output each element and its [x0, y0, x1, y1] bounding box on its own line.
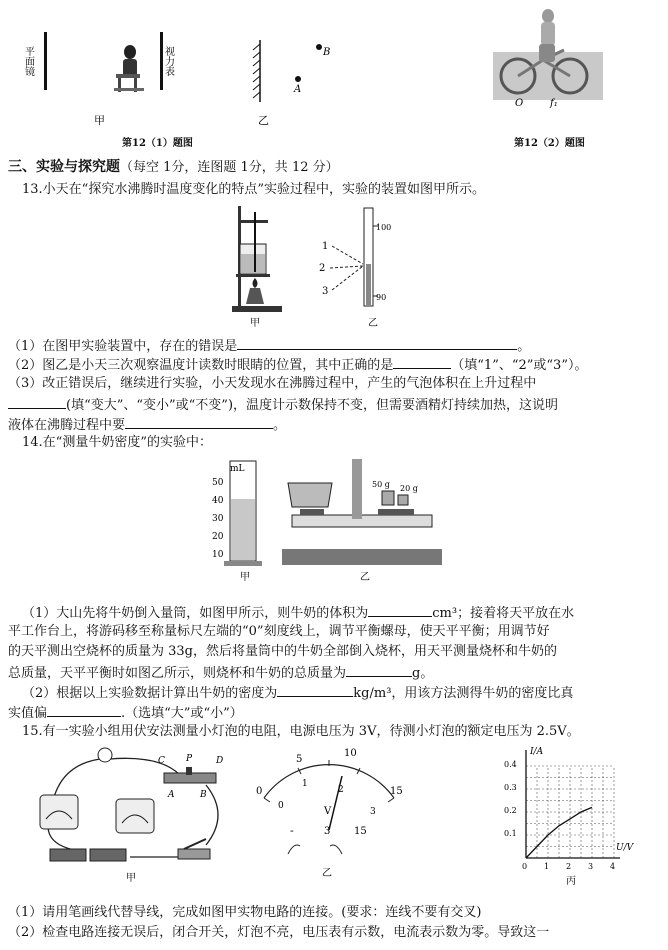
point-b [316, 44, 322, 50]
beaker-water [241, 254, 265, 273]
q13-intro: 13.小天在“探究水沸腾时温度变化的特点”实验过程中，实验的装置如图甲所示。 [22, 182, 485, 197]
clamp-arm [238, 220, 268, 223]
fig13-sub-b: 乙 [368, 318, 378, 329]
fig12-sub-a: 甲 [94, 114, 105, 127]
cyl-tick-20: 20 [212, 532, 224, 542]
fig15-meter-svg [250, 742, 410, 882]
iu-graph-svg [496, 742, 656, 890]
xtick-2: 2 [566, 862, 572, 871]
q13-p1-end: 。 [517, 339, 531, 354]
cyl-tick-50: 50 [212, 478, 224, 488]
therm-100-label: 100 [376, 223, 392, 232]
therm-90-label: 90 [376, 293, 387, 302]
rheo-a-label: A [168, 790, 175, 800]
left-pan [300, 509, 324, 515]
meter-top-10: 10 [344, 748, 357, 759]
q14-p2-text2: 实值偏 [8, 706, 48, 721]
figure-15-meter [250, 742, 410, 882]
label-f1: f₁ [550, 98, 558, 109]
weight-20-label: 20 g [400, 484, 418, 493]
q13-answer-4-blank[interactable] [125, 414, 273, 429]
fig13-sub-a: 甲 [250, 318, 260, 329]
meter-inner-2: 2 [338, 785, 344, 795]
xtick-0: 0 [522, 862, 528, 871]
balance-pointer-post [352, 459, 362, 519]
figure-14 [200, 455, 460, 585]
figure-15-circuit [30, 745, 240, 885]
q14-p2-line1 [22, 682, 662, 704]
bulb-icon [98, 748, 112, 762]
figure-13 [210, 200, 410, 332]
cyl-tick-40: 40 [212, 496, 224, 506]
milk-beaker [288, 483, 332, 507]
q13-p2-end: （填“1”、“2”或“3”）。 [451, 358, 588, 373]
q13-p3-line2 [8, 394, 662, 416]
fig15-sub-b: 乙 [322, 868, 332, 879]
rheo-c-label: C [158, 756, 165, 766]
fig12-1-svg [0, 0, 360, 150]
point-a [295, 76, 301, 82]
q14-answer-volume-blank[interactable] [368, 602, 432, 617]
meter-outer-15: 15 [390, 786, 403, 797]
q13-p3-text2: (填“变大”、“变小”或“不变”)，温度计示数保持不变，但需要酒精灯持续加热，这说明 [66, 398, 559, 413]
graph-xlabel: U/V [616, 843, 634, 853]
alcohol-lamp [246, 288, 264, 304]
section-title: 三、实验与探究题 [8, 159, 120, 175]
q14-p1-text4: 总质量，天平平衡时如图乙所示，则烧杯和牛奶的总质量为 [8, 666, 347, 681]
figure-12-2 [488, 0, 608, 120]
cyl-tick-30: 30 [212, 514, 224, 524]
q14-density-unit: kg/m³ [353, 686, 392, 701]
q13-p2-text: （2）图乙是小天三次观察温度计读数时眼睛的位置，其中正确的是 [8, 358, 394, 373]
rheo-b-label: B [200, 790, 207, 800]
cylinder-base [224, 561, 262, 566]
q15-intro: 15.有一实验小组用伏安法测量小灯泡的电阻，电源电压为 3V，待测小灯泡的额定电压为 2.5V。 [22, 724, 580, 739]
q14-answer-mass-blank[interactable] [346, 662, 412, 677]
q14-p1-text1: （1）大山先将牛奶倒入量筒，如图甲所示，则牛奶的体积为 [22, 606, 369, 621]
eye-arrows [330, 246, 363, 290]
q14-p2-text1b: ，用该方法测得牛奶的密度比真 [391, 686, 574, 701]
q13-p3-line1: （3）改正错误后，继续进行实验，小天发现水在沸腾过程中，产生的气泡体积在上升过程中 [8, 376, 537, 391]
figure-15-graph [496, 742, 656, 890]
eye-3-label: 3 [322, 286, 329, 297]
q13-answer-2-blank[interactable] [393, 354, 451, 369]
q13-p3-text3: 液体在沸腾过程中要 [8, 418, 126, 433]
fig12-1-caption: 第12（1）题图 [122, 138, 193, 149]
switch-lever[interactable] [184, 839, 206, 849]
balance-base [282, 549, 442, 565]
ytick-04: 0.4 [504, 760, 517, 769]
q14-p1-line1 [22, 602, 662, 624]
q13-answer-3-blank[interactable] [8, 394, 66, 409]
fig12-sub-b: 乙 [258, 114, 269, 127]
section-heading [8, 157, 662, 178]
q15-p1: （1）请用笔画线代替导线，完成如图甲实物电路的连接。(要求：连线不要有交叉) [8, 905, 482, 920]
meter-inner-0: 0 [278, 801, 284, 811]
fig12-2-svg [488, 0, 608, 120]
cylinder-unit: mL [230, 464, 245, 474]
weight-50-label: 50 g [372, 480, 390, 489]
ammeter-icon [40, 795, 78, 829]
section-note: （每空 1分，连图题 1分，共 12 分） [120, 160, 339, 175]
eye-2-label: 2 [319, 263, 326, 274]
meter-scale-ticks [264, 760, 394, 802]
q14-volume-unit: cm³ [432, 606, 458, 621]
meter-top-5: 5 [296, 754, 303, 765]
weight-20g [398, 495, 408, 505]
ytick-02: 0.2 [504, 806, 517, 815]
fig12-2-caption: 第12（2）题图 [514, 138, 585, 149]
fig15-sub-c: 丙 [566, 876, 576, 887]
fig14-sub-b: 乙 [360, 572, 370, 583]
eye-1-label: 1 [322, 241, 329, 252]
q14-p2-text1: （2）根据以上实验数据计算出牛奶的密度为 [22, 686, 278, 701]
q14-p2-line2 [8, 702, 662, 724]
q13-p1-text: （1）在图甲实验装置中，存在的错误是 [8, 339, 238, 354]
xtick-3: 3 [588, 862, 594, 871]
point-a-label: A [294, 84, 302, 95]
label-o: O [515, 98, 524, 109]
rheo-d-label: D [216, 756, 224, 766]
terminal-wire-left [288, 845, 300, 854]
ytick-01: 0.1 [504, 829, 517, 838]
q13-p3-end: 。 [273, 418, 287, 433]
q14-answer-density-blank[interactable] [277, 682, 353, 697]
fig14-sub-a: 甲 [240, 572, 250, 583]
iron-stand-base [232, 306, 282, 312]
cyl-tick-10: 10 [212, 550, 224, 560]
fig15-sub-a: 甲 [126, 873, 136, 884]
point-b-label: B [323, 47, 331, 58]
meter-unit: V [324, 806, 332, 817]
graph-ylabel: I/A [530, 747, 544, 757]
figure-12-1 [0, 0, 360, 150]
fig14-svg [200, 455, 460, 585]
ytick-03: 0.3 [504, 783, 517, 792]
fig13-svg [210, 200, 410, 332]
rheostat-slider[interactable] [186, 767, 192, 775]
mirror-label: 平面镜 [22, 46, 34, 76]
q14-p1-line4 [8, 662, 662, 684]
terminal-wire-right [330, 845, 342, 854]
meter-outer-0: 0 [256, 786, 263, 797]
xtick-4: 4 [610, 862, 616, 871]
fig15-circuit-svg [30, 745, 240, 885]
q14-answer-bias-blank[interactable] [47, 702, 121, 717]
person-icon [114, 45, 144, 92]
voltmeter-icon [116, 799, 154, 833]
battery-1 [50, 849, 86, 861]
mirror-hatched [253, 40, 260, 102]
meter-inner-1: 1 [302, 779, 308, 789]
terminal-3: 3 [324, 826, 331, 837]
cylinder-ticks [212, 478, 224, 560]
rheo-p-label: P [186, 754, 193, 764]
q14-p1-text1b: ；接着将天平放在水 [457, 606, 575, 621]
q14-p1-line3: 的天平测出空烧杯的质量为 33g，然后将量筒中的牛奶全部倒入烧杯，用天平测量烧杯和牛奶的 [8, 644, 557, 659]
q14-intro: 14.在“测量牛奶密度”的实验中： [22, 435, 212, 450]
meter-inner-3: 3 [370, 807, 376, 817]
cylinder-milk [231, 499, 255, 560]
terminal-minus: - [290, 824, 294, 837]
battery-2 [90, 849, 126, 861]
q13-answer-1-blank[interactable] [237, 335, 517, 350]
xtick-1: 1 [544, 862, 550, 871]
plane-mirror [44, 32, 47, 90]
q15-p2: （2）检查电路连接无误后，闭合开关，灯泡不亮，电压表有示数，电流表示数为零。导致这一 [8, 925, 550, 940]
meter-scale-arc [264, 765, 394, 798]
eye-chart-label: 视力表 [162, 46, 174, 76]
flame [253, 278, 258, 288]
switch-base [178, 849, 210, 859]
thermometer-liquid [366, 264, 371, 306]
q13-p2 [8, 354, 662, 376]
q14-p1-end: g。 [412, 666, 434, 681]
q14-p2-end: .（选填“大”或“小”） [121, 706, 243, 721]
terminal-15: 15 [354, 826, 367, 837]
right-pan [378, 509, 414, 515]
q14-p1-line2: 平工作台上，将游码移至称量标尺左端的“0”刻度线上，调节平衡螺母，使天平平衡；用调节好 [8, 624, 550, 639]
gauze-net [236, 274, 270, 277]
weight-50g [382, 491, 394, 505]
